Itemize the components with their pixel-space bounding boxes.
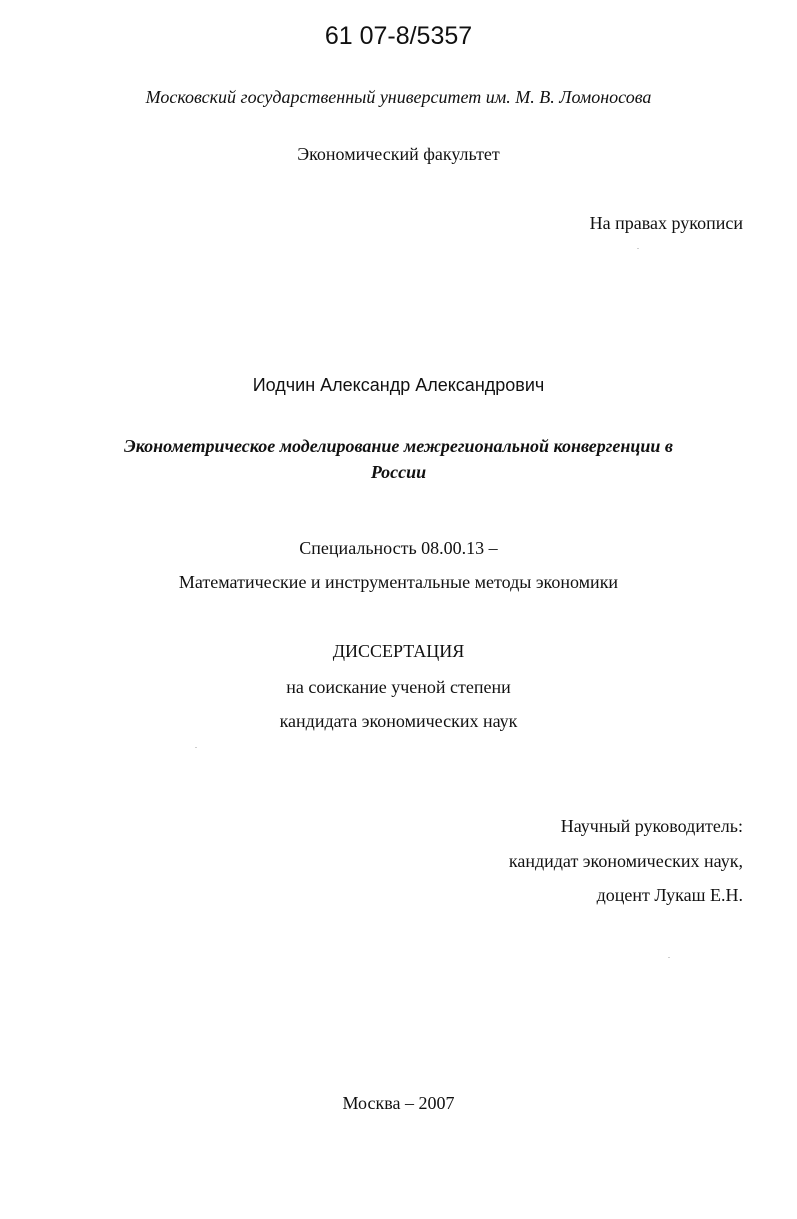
archive-code: 61 07-8/5357 bbox=[324, 22, 473, 50]
degree-line-2: кандидата экономических наук bbox=[279, 711, 518, 731]
scan-speck bbox=[668, 957, 670, 958]
advisor-name: доцент Лукаш Е.Н. bbox=[596, 885, 743, 905]
specialty-name: Математические и инструментальные методы экономики bbox=[178, 572, 619, 592]
manuscript-rights-note: На правах рукописи bbox=[589, 213, 743, 233]
faculty-name: Экономический факультет bbox=[297, 144, 500, 164]
university-name: Московский государственный университет им. М. В. Ломоносова bbox=[145, 87, 652, 107]
scan-speck bbox=[637, 248, 639, 249]
document-type: ДИССЕРТАЦИЯ bbox=[332, 641, 465, 661]
degree-line-1: на соискание ученой степени bbox=[286, 677, 511, 697]
advisor-degree: кандидат экономических наук, bbox=[508, 851, 743, 871]
specialty-code: Специальность 08.00.13 – bbox=[299, 538, 498, 558]
dissertation-title-line-2: России bbox=[370, 462, 427, 482]
advisor-label: Научный руководитель: bbox=[560, 816, 743, 836]
scan-speck bbox=[195, 747, 197, 748]
dissertation-title-line-1: Эконометрическое моделирование межрегиональной конвергенции в bbox=[124, 436, 673, 456]
author-name: Иодчин Александр Александрович bbox=[252, 375, 545, 395]
city-year: Москва – 2007 bbox=[342, 1093, 455, 1113]
